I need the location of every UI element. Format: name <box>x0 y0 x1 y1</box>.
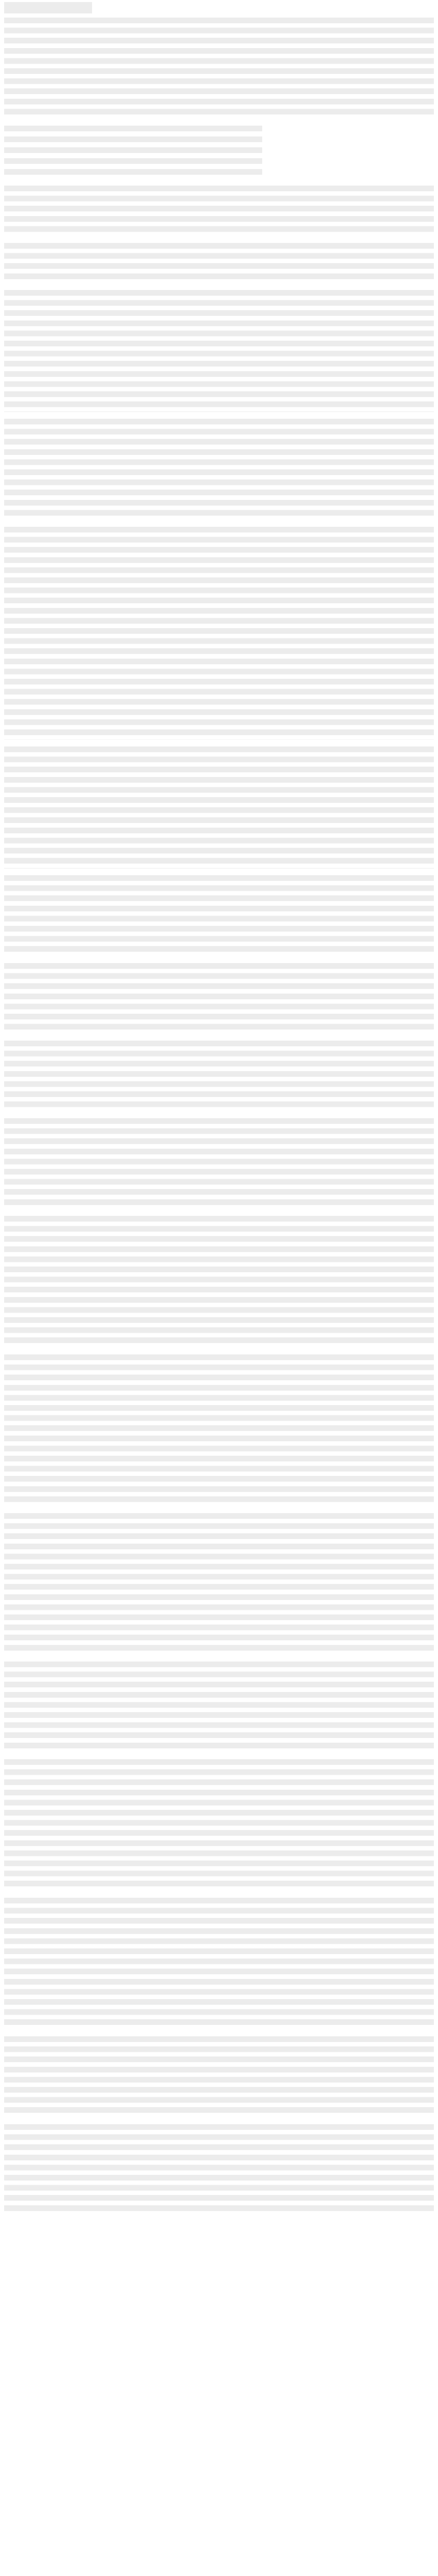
page-title <box>4 2 92 13</box>
intro-paragraph <box>4 18 434 119</box>
paragraph <box>4 1041 434 1111</box>
paragraph <box>4 1118 434 1209</box>
paragraph <box>4 963 434 1034</box>
list-item <box>4 126 262 135</box>
dash-list <box>4 126 434 179</box>
paragraph <box>4 1898 434 2030</box>
article-body <box>4 18 434 2215</box>
paragraph <box>4 746 434 868</box>
paragraph <box>4 1354 434 1506</box>
list-item <box>4 158 262 168</box>
paragraph <box>4 2036 434 2117</box>
list-item <box>4 136 262 146</box>
paragraph <box>4 290 434 412</box>
paragraph <box>4 1216 434 1348</box>
paragraph <box>4 2124 434 2215</box>
paragraph <box>4 186 434 236</box>
paragraph <box>4 527 434 740</box>
paragraph <box>4 243 434 283</box>
list-item <box>4 169 262 179</box>
paragraph <box>4 1513 434 1655</box>
paragraph <box>4 419 434 520</box>
list-item <box>4 147 262 157</box>
paragraph <box>4 1662 434 1752</box>
paragraph <box>4 1759 434 1891</box>
paragraph <box>4 875 434 956</box>
